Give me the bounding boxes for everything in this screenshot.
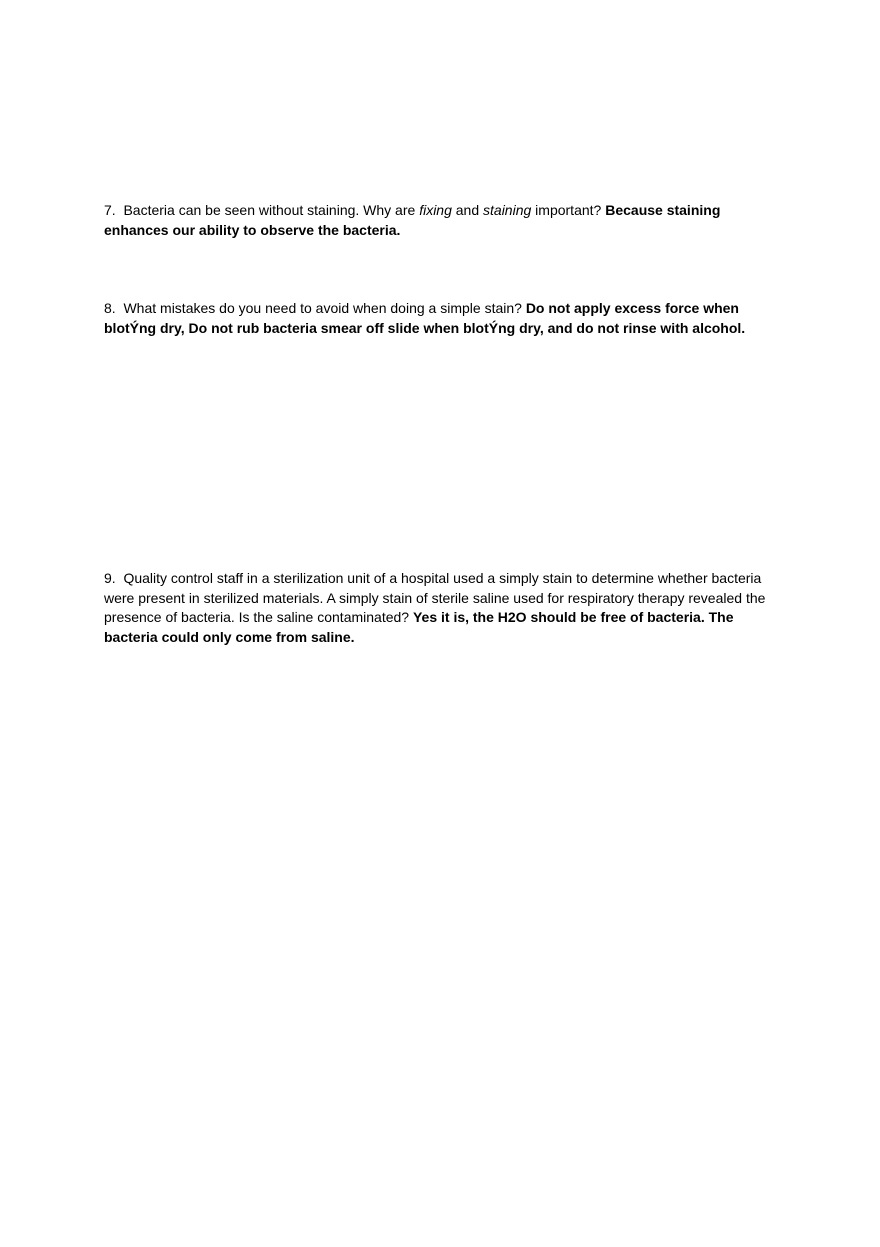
question-text: Quality control staff in a sterilization unit of a hospital used a simply stain to determine whether bacteria were present in sterilized materials. A simply stain of sterile saline used for respiratory therapy revealed the presence of bacteria. Is the saline contaminated? [104,570,766,625]
answer-text: Yes it is, the H2O should be free of bacteria. The bacteria could only come from saline. [104,609,734,645]
question-8 [104,299,776,338]
emphasis-staining: staining [483,202,532,218]
answer-text: Do not apply excess force when blotÝng dry, Do not rub bacteria smear off slide when blotÝng dry, and do not rinse with alcohol. [104,300,746,336]
question-number: 9. [104,570,116,586]
question-text: What mistakes do you need to avoid when doing a simple stain? [123,300,526,316]
question-text: and [451,202,484,218]
question-text: important? [531,202,606,218]
answer-text: Because staining enhances our ability to observe the bacteria. [104,202,721,238]
question-number: 8. [104,300,116,316]
emphasis-fixing: fixing [419,202,452,218]
question-number: 7. [104,202,116,218]
question-7 [104,201,776,240]
question-text: Bacteria can be seen without staining. Why are [123,202,420,218]
question-9 [104,569,776,647]
